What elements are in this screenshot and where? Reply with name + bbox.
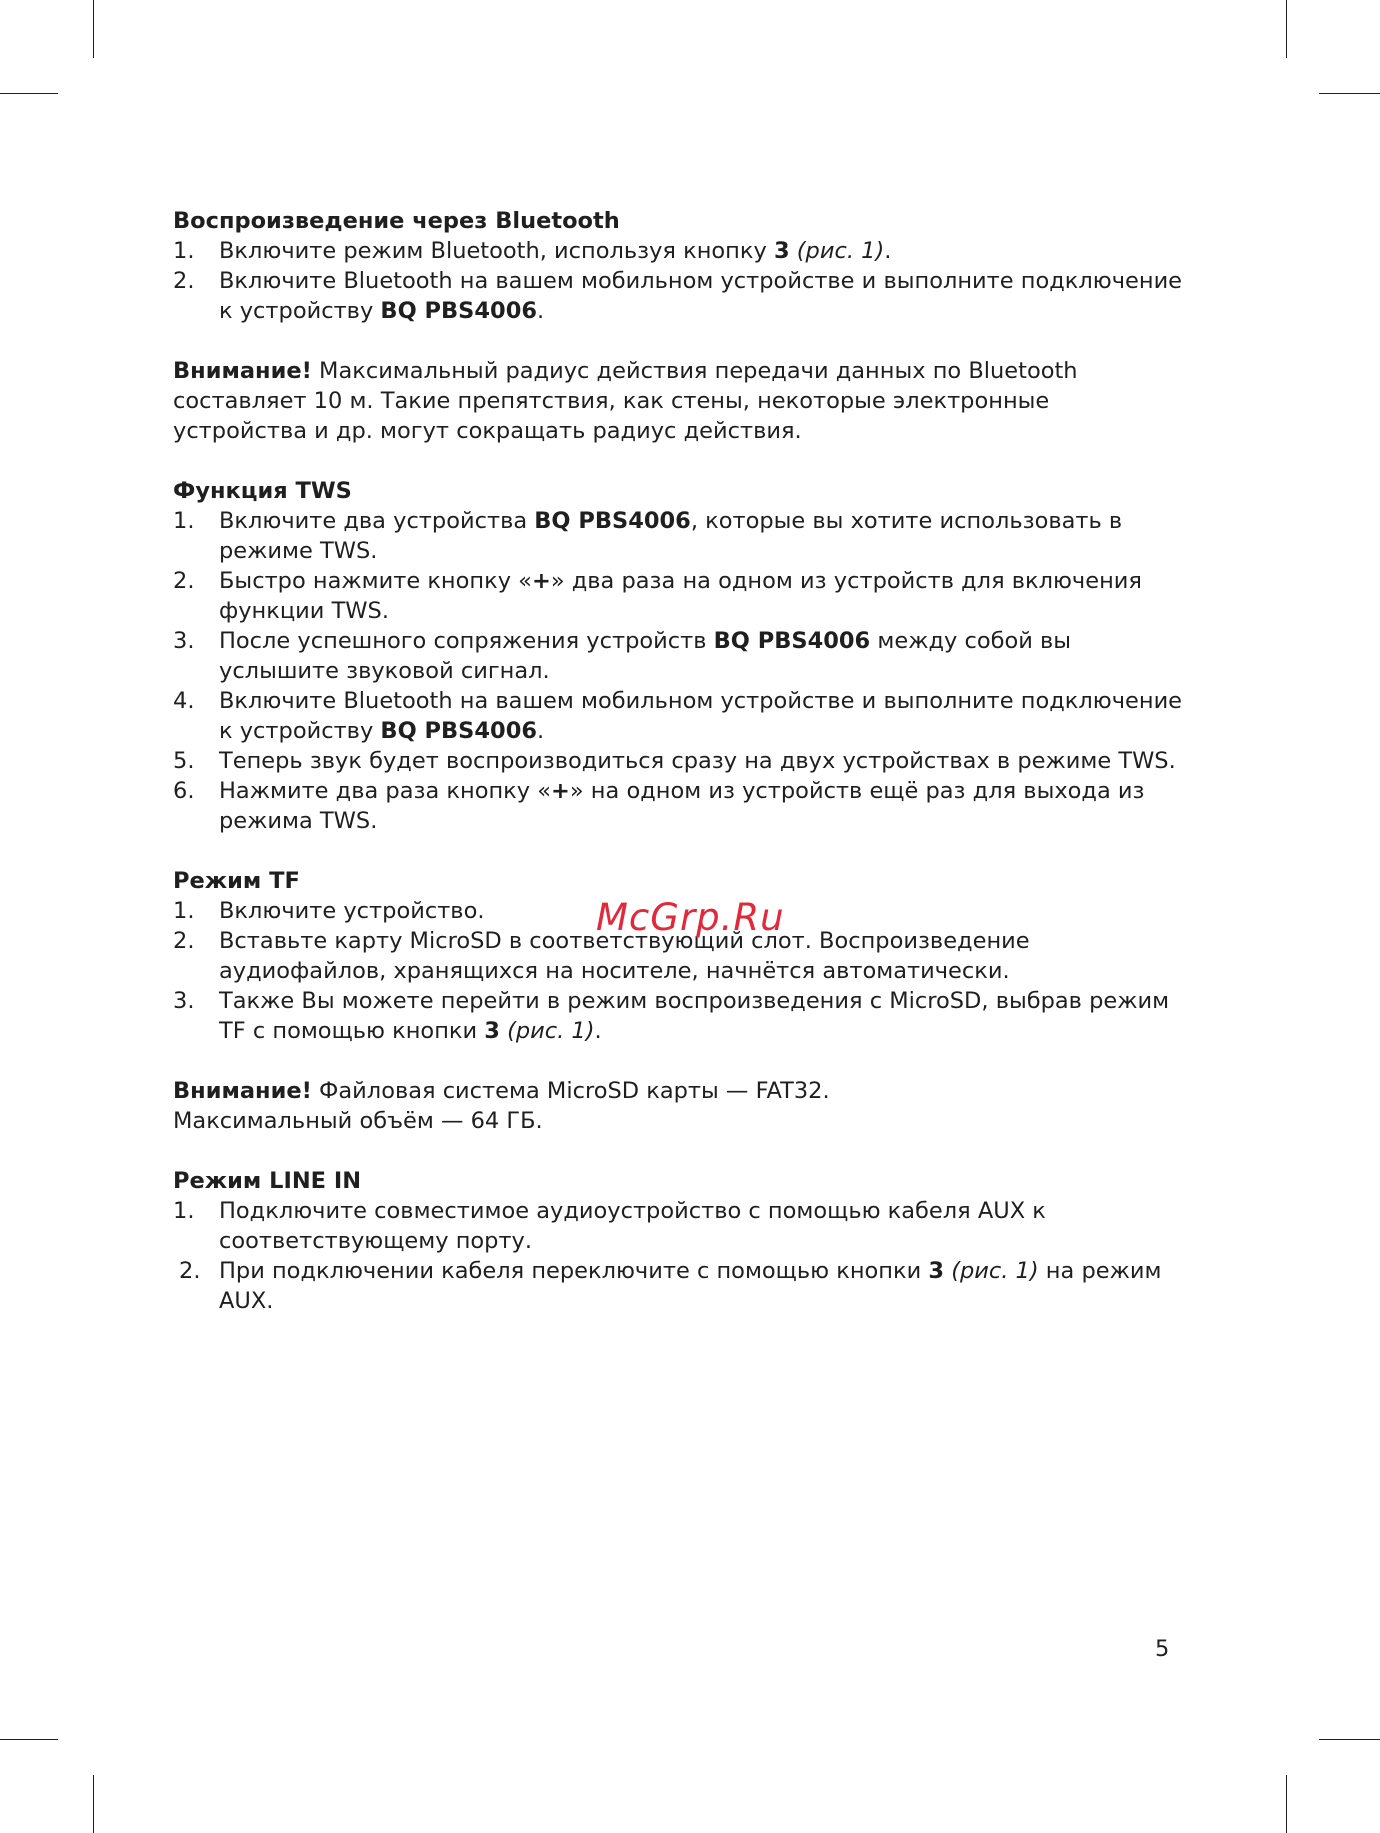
page-number: 5 (1155, 1636, 1170, 1662)
list-item (173, 266, 1183, 326)
item-number: 2. (179, 1258, 201, 1284)
item-text: Быстро нажмите кнопку « (219, 568, 532, 594)
list-item (173, 236, 1183, 266)
section-title: Режим TF (173, 868, 300, 894)
item-number: 1. (173, 238, 195, 264)
watermark: McGrp.Ru (596, 896, 785, 939)
button-ref: + (531, 568, 551, 594)
item-text: Теперь звук будет воспроизводиться сразу на двух устройствах в режиме TWS. (219, 748, 1176, 774)
item-text: , которые вы хотите использовать в режиме TWS. (219, 508, 1123, 564)
item-number: 6. (173, 778, 195, 804)
item-text: Подключите совместимое аудиоустройство с помощью кабеля AUX к соответствующему порту. (219, 1198, 1046, 1254)
item-text: Включите режим Bluetooth, используя кнопку (219, 238, 774, 264)
item-number: 3. (173, 628, 195, 654)
item-text: После успешного сопряжения устройств (219, 628, 714, 654)
item-text: Нажмите два раза кнопку « (219, 778, 552, 804)
item-text: Также Вы можете перейти в режим воспроизведения с MicroSD, выбрав режим TF с помощью кнопки (219, 988, 1170, 1044)
item-number: 2. (173, 928, 195, 954)
crop-mark (0, 93, 58, 94)
button-ref: 3 (484, 1018, 500, 1044)
item-number: 4. (173, 688, 195, 714)
list-item (173, 566, 1183, 626)
steps-list (173, 506, 1183, 836)
note-label: Внимание! (173, 1078, 312, 1104)
section-title: Режим LINE IN (173, 1168, 362, 1194)
list-item (173, 506, 1183, 566)
steps-list (173, 1196, 1183, 1316)
bluetooth-section (173, 206, 1183, 326)
item-number: 5. (173, 748, 195, 774)
list-item (173, 1256, 1183, 1316)
note-text: Файловая система MicroSD карты — FAT32. (311, 1078, 830, 1104)
note-text: Максимальный объём — 64 ГБ. (173, 1108, 543, 1134)
item-text: Вставьте карту MicroSD в соответствующий слот. Воспроизведение аудиофайлов, хранящихся на носителе, начнётся автоматически. (219, 928, 1030, 984)
item-number: 3. (173, 988, 195, 1014)
list-item (173, 776, 1183, 836)
device-model: BQ PBS4006 (534, 508, 691, 534)
item-text (500, 1018, 507, 1044)
warning-note (173, 356, 1183, 446)
figure-ref: (рис. 1) (796, 238, 885, 264)
item-text: Включите устройство. (219, 898, 485, 924)
item-text: . (537, 718, 545, 744)
crop-mark (0, 1739, 58, 1740)
item-number: 1. (173, 1198, 195, 1224)
section-title: Функция TWS (173, 478, 352, 504)
figure-ref: (рис. 1) (951, 1258, 1039, 1284)
item-number: 2. (173, 268, 195, 294)
item-text: Включите два устройства (219, 508, 535, 534)
note-label: Внимание! (173, 358, 312, 384)
list-item (173, 986, 1183, 1046)
button-ref: + (551, 778, 570, 804)
button-ref: 3 (773, 238, 790, 264)
crop-mark (1319, 1739, 1380, 1740)
list-item (173, 746, 1183, 776)
item-number: 1. (173, 898, 195, 924)
list-item (173, 626, 1183, 686)
item-number: 1. (173, 508, 195, 534)
list-item (173, 1196, 1183, 1256)
note-paragraph (173, 1076, 1183, 1106)
item-text: » два раза на одном из устройств для включения функции TWS. (219, 568, 1142, 624)
item-text (790, 238, 797, 264)
item-text: При подключении кабеля переключите с помощью кнопки (219, 1258, 929, 1284)
page-content (173, 206, 1183, 1346)
device-model: BQ PBS4006 (380, 298, 537, 324)
tws-section (173, 476, 1183, 836)
crop-mark (1286, 0, 1287, 58)
item-text: Включите Bluetooth на вашем мобильном устройстве и выполните подключение к устройству (219, 268, 1183, 324)
crop-mark (1286, 1775, 1287, 1833)
item-text: Включите Bluetooth на вашем мобильном устройстве и выполните подключение к устройству (219, 688, 1183, 744)
crop-mark (1319, 93, 1380, 94)
warning-note (173, 1076, 1183, 1136)
tf-section (173, 866, 1183, 1046)
crop-mark (93, 1775, 94, 1833)
item-text: на режим AUX. (219, 1258, 1162, 1314)
note-paragraph (173, 356, 1183, 446)
button-ref: 3 (928, 1258, 945, 1284)
device-model: BQ PBS4006 (713, 628, 871, 654)
item-number: 2. (173, 568, 195, 594)
item-text: . (537, 298, 545, 324)
note-text: Максимальный радиус действия передачи данных по Bluetooth составляет 10 м. Такие препятствия, как стены, некоторые электронные устройства и др. могут сокращать радиус действия. (173, 358, 1078, 444)
device-model: BQ PBS4006 (380, 718, 537, 744)
linein-section (173, 1166, 1183, 1316)
item-text: » на одном из устройств ещё раз для выхода из режима TWS. (219, 778, 1145, 834)
figure-ref: (рис. 1) (507, 1018, 595, 1044)
list-item (173, 686, 1183, 746)
item-text: между собой вы услышите звуковой сигнал. (219, 628, 1072, 684)
section-title: Воспроизведение через Bluetooth (173, 208, 620, 234)
item-text: . (594, 1018, 602, 1044)
crop-mark (93, 0, 94, 58)
item-text: . (884, 238, 892, 264)
steps-list (173, 236, 1183, 326)
